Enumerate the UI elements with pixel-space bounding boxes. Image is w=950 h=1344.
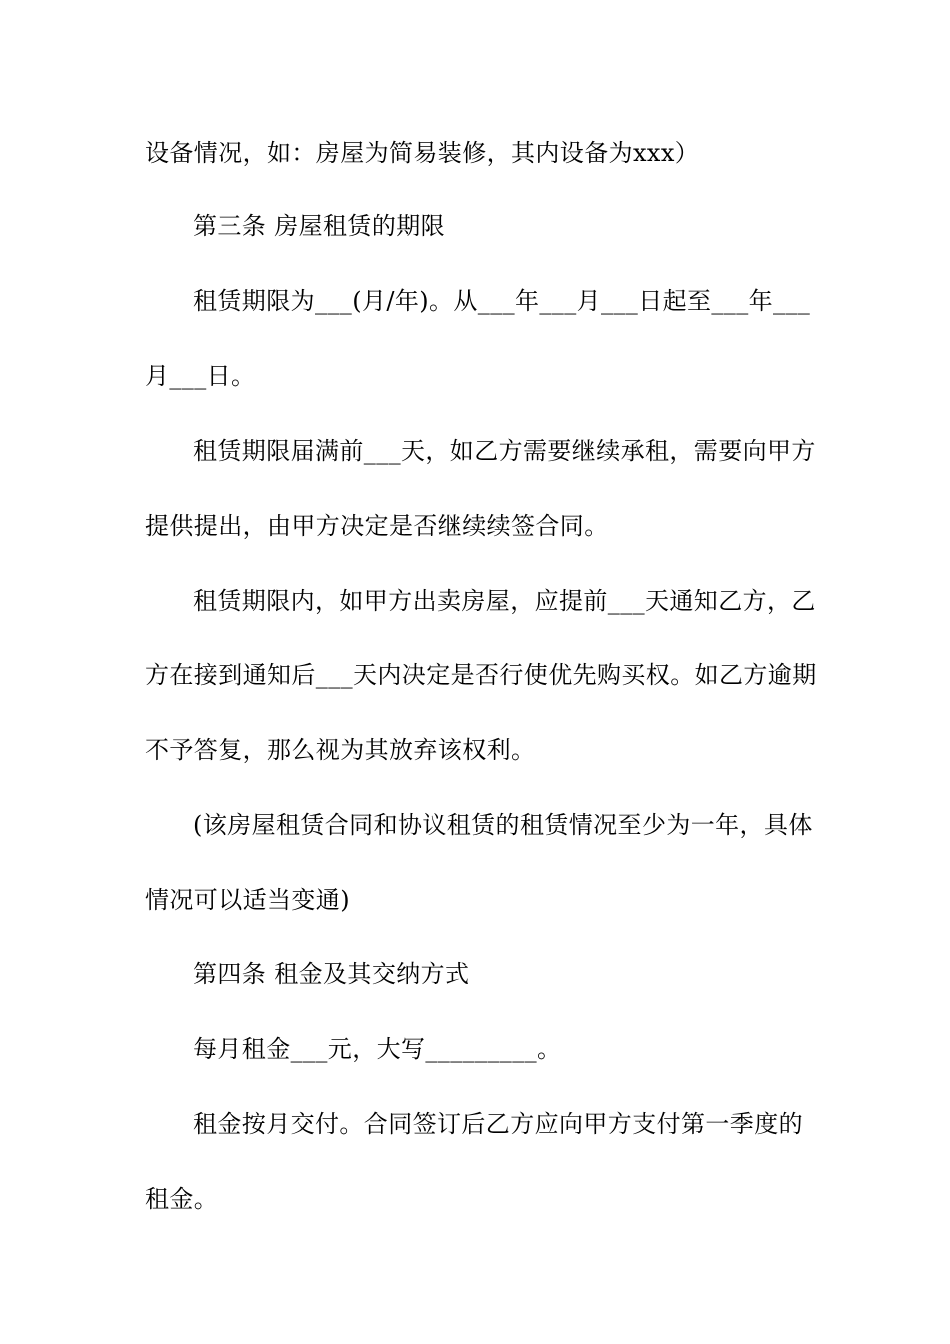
paragraph-line: 每月租金___元，大写_________。 — [193, 1035, 562, 1063]
paragraph-line: 月___日。 — [145, 362, 256, 390]
paragraph-line: 提供提出，由甲方决定是否继续续签合同。 — [145, 512, 609, 540]
paragraph-line: 租金按月交付。合同签订后乙方应向甲方支付第一季度的 — [193, 1110, 803, 1138]
paragraph-line: 租金。 — [145, 1185, 219, 1213]
section-heading-3: 第三条 房屋租赁的期限 — [193, 212, 446, 240]
paragraph-line: 方在接到通知后___天内决定是否行使优先购买权。如乙方逾期 — [145, 661, 817, 689]
paragraph-line: (该房屋租赁合同和协议租赁的租赁情况至少为一年，具体 — [193, 811, 813, 839]
paragraph-line: 不予答复，那么视为其放弃该权利。 — [145, 736, 536, 764]
paragraph-line: 情况可以适当变通) — [145, 886, 350, 914]
section-heading-4: 第四条 租金及其交纳方式 — [193, 960, 470, 988]
paragraph-line: 设备情况，如：房屋为简易装修，其内设备为xxx） — [145, 139, 700, 167]
paragraph-line: 租赁期限为___(月/年)。从___年___月___日起至___年___ — [193, 287, 811, 315]
paragraph-line: 租赁期限内，如甲方出卖房屋，应提前___天通知乙方，乙 — [193, 587, 816, 615]
paragraph-line: 租赁期限届满前___天，如乙方需要继续承租，需要向甲方 — [193, 437, 816, 465]
